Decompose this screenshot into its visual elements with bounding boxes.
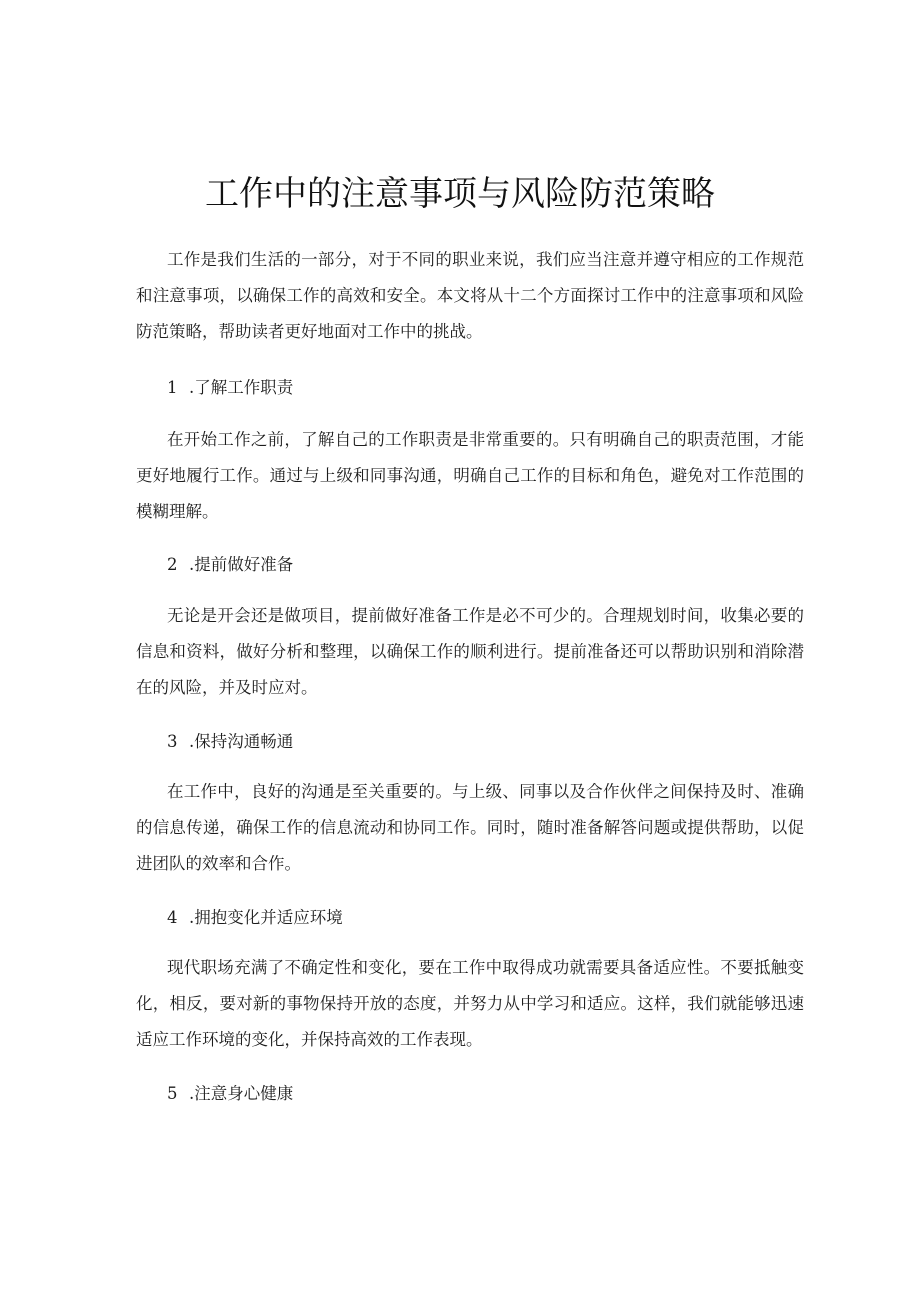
section-title: .了解工作职责 xyxy=(189,378,294,397)
section-heading-1 xyxy=(167,373,293,403)
section-heading-4 xyxy=(167,903,343,933)
section-heading-5 xyxy=(167,1079,293,1109)
section-title: .注意身心健康 xyxy=(189,1084,294,1103)
section-number: 1 xyxy=(167,378,178,397)
document-title: 工作中的注意事项与风险防范策略 xyxy=(205,174,715,214)
intro-paragraph: 工作是我们生活的一部分，对于不同的职业来说，我们应当注意并遵守相应的工作规范和注意事项，以确保工作的高效和安全。本文将从十二个方面探讨工作中的注意事项和风险防范策略，帮助读者更好地面对工作中的挑战。 xyxy=(136,250,804,341)
section-heading-2 xyxy=(167,550,293,580)
section-title: .保持沟通畅通 xyxy=(189,732,294,751)
section-body-2: 无论是开会还是做项目，提前做好准备工作是必不可少的。合理规划时间，收集必要的信息和资料，做好分析和整理，以确保工作的顺利进行。提前准备还可以帮助识别和消除潜在的风险，并及时应对。 xyxy=(136,606,804,697)
section-number: 3 xyxy=(167,732,178,751)
section-title: .提前做好准备 xyxy=(189,555,294,574)
section-number: 4 xyxy=(167,908,178,927)
section-number: 2 xyxy=(167,555,178,574)
section-body-1: 在开始工作之前，了解自己的工作职责是非常重要的。只有明确自己的职责范围，才能更好地履行工作。通过与上级和同事沟通，明确自己工作的目标和角色，避免对工作范围的模糊理解。 xyxy=(136,430,804,521)
section-title: .拥抱变化并适应环境 xyxy=(189,908,343,927)
section-body-4: 现代职场充满了不确定性和变化，要在工作中取得成功就需要具备适应性。不要抵触变化，相反，要对新的事物保持开放的态度，并努力从中学习和适应。这样，我们就能够迅速适应工作环境的变化，并保持高效的工作表现。 xyxy=(136,958,804,1049)
section-heading-3 xyxy=(167,727,293,757)
section-body-3: 在工作中，良好的沟通是至关重要的。与上级、同事以及合作伙伴之间保持及时、准确的信息传递，确保工作的信息流动和协同工作。同时，随时准备解答问题或提供帮助，以促进团队的效率和合作。 xyxy=(136,782,804,873)
section-number: 5 xyxy=(167,1084,178,1103)
